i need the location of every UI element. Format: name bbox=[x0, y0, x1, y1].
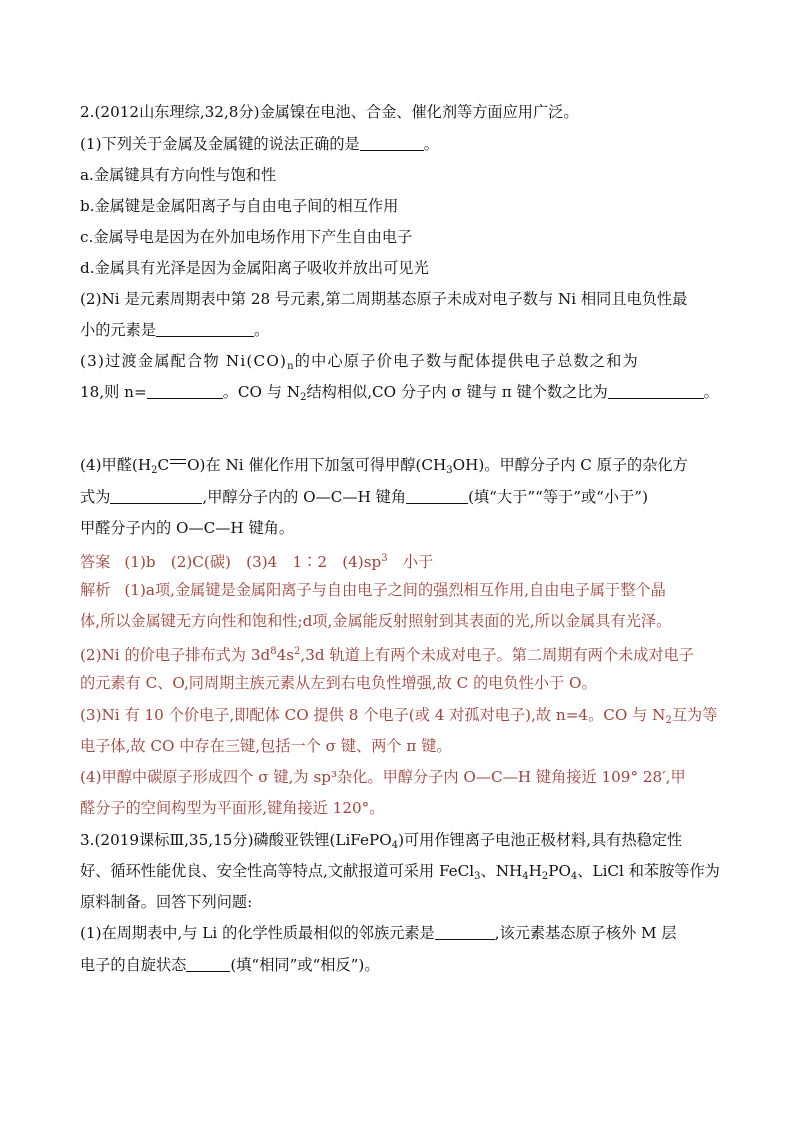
q2-part2-line2: 小的元素是 。 bbox=[80, 321, 270, 339]
explanation-line5: (3)Ni 有 10 个价电子,即配体 CO 提供 8 个电子(或 4 对孤对电子),故 n=4。CO 与 $N_2$互为等 bbox=[80, 706, 718, 726]
q3-line4: (1)在周期表中,与 Li 的化学性质最相似的邻族元素是 ,该元素基态原子核外 M 层 bbox=[80, 924, 677, 942]
answer-blank[interactable] bbox=[435, 925, 495, 940]
q2-heading: 2.(2012山东理综,32,8分)金属镍在电池、合金、催化剂等方面应用广泛。 bbox=[80, 103, 579, 121]
option-b: b.金属键是金属阳离子与自由电子间的相互作用 bbox=[80, 197, 399, 215]
q3-line3: 原料制备。回答下列问题: bbox=[80, 893, 253, 911]
explanation-label: 解析 bbox=[80, 581, 111, 599]
q2-part4-line2: 式为 ,甲醇分子内的 O—C—H 键角 (填“大于”“等于”或“小于”) bbox=[80, 488, 648, 506]
q2-part2-line1: (2)Ni 是元素周期表中第 28 号元素,第二周期基态原子未成对电子数与 Ni 相同且电负性最 bbox=[80, 290, 688, 308]
q2-part4-line3: 甲醛分子内的 O—C—H 键角。 bbox=[80, 519, 295, 537]
explanation-line4: 的元素有 C、O,同周期主族元素从左到右电负性增强,故 C 的电负性小于 O。 bbox=[80, 674, 597, 692]
q2-part3-line2: 18,则 n= 。CO 与 $N_2$结构相似,CO 分子内 σ 键与 π 键个数之比为 。 bbox=[80, 383, 719, 403]
answer-blank[interactable] bbox=[110, 489, 202, 504]
option-d: d.金属具有光泽是因为金属阳离子吸收并放出可见光 bbox=[80, 259, 429, 277]
explanation-line8: 醛分子的空间构型为平面形,键角接近 120°。 bbox=[80, 799, 385, 817]
explanation-line6: 电子体,故 CO 中存在三键,包括一个 σ 键、两个 π 键。 bbox=[80, 737, 452, 755]
answer-label: 答案 bbox=[80, 553, 111, 571]
explanation-line1: 解析 (1)a项,金属键是金属阳离子与自由电子之间的强烈相互作用,自由电子属于整个晶 bbox=[80, 581, 666, 599]
answer-blank[interactable] bbox=[360, 136, 424, 151]
q3-line1: 3.(2019课标Ⅲ,35,15分)磷酸亚铁锂(LiFePO$_4$)可用作锂离子电池正极材料,具有热稳定性 bbox=[80, 831, 683, 851]
q2-part1: (1)下列关于金属及金属键的说法正确的是 。 bbox=[80, 135, 439, 153]
explanation-line7: (4)甲醇中碳原子形成四个 σ 键,为 sp³杂化。甲醇分子内 O—C—H 键角接近 109° 28′,甲 bbox=[80, 768, 686, 786]
answer-blank[interactable] bbox=[156, 322, 254, 337]
q2-part4-line1: (4)甲醛($H_2C$ O)在 Ni 催化作用下加氢可得甲醇$(CH_3OH)$。甲醇分子内 C 原子的杂化方 bbox=[80, 456, 688, 476]
option-a: a.金属键具有方向性与饱和性 bbox=[80, 166, 277, 184]
explanation-line3: (2)Ni 的价电子排布式为 $3d^84s^2,3d$ 轨道上有两个未成对电子。第二周期有两个未成对电子 bbox=[80, 646, 694, 664]
answer-line: 答案 (1)b (2)C(碳) (3)4 1∶2 $(4)sp^3$ 小于 bbox=[80, 553, 434, 571]
answer-blank[interactable] bbox=[186, 957, 230, 972]
q2-part3-line1: (3)过渡金属配合物 $Ni(CO)_n$的中心原子价电子数与配体提供电子总数之和为 bbox=[80, 352, 639, 372]
q3-line2: 好、循环性能优良、安全性高等特点,文献报道可采用 FeCl$_3$、$NH_4H_2PO_4$、LiCl 和苯胺等作为 bbox=[80, 862, 720, 882]
answer-blank[interactable] bbox=[406, 489, 468, 504]
answer-blank[interactable] bbox=[608, 384, 704, 399]
option-c: c.金属导电是因为在外加电场作用下产生自由电子 bbox=[80, 228, 413, 246]
double-bond-icon bbox=[169, 457, 187, 467]
q3-line5: 电子的自旋状态 (填“相同”或“相反”)。 bbox=[80, 956, 380, 974]
explanation-line2: 体,所以金属键无方向性和饱和性;d项,金属能反射照射到其表面的光,所以金属具有光泽。 bbox=[80, 612, 672, 630]
answer-blank[interactable] bbox=[147, 384, 223, 399]
